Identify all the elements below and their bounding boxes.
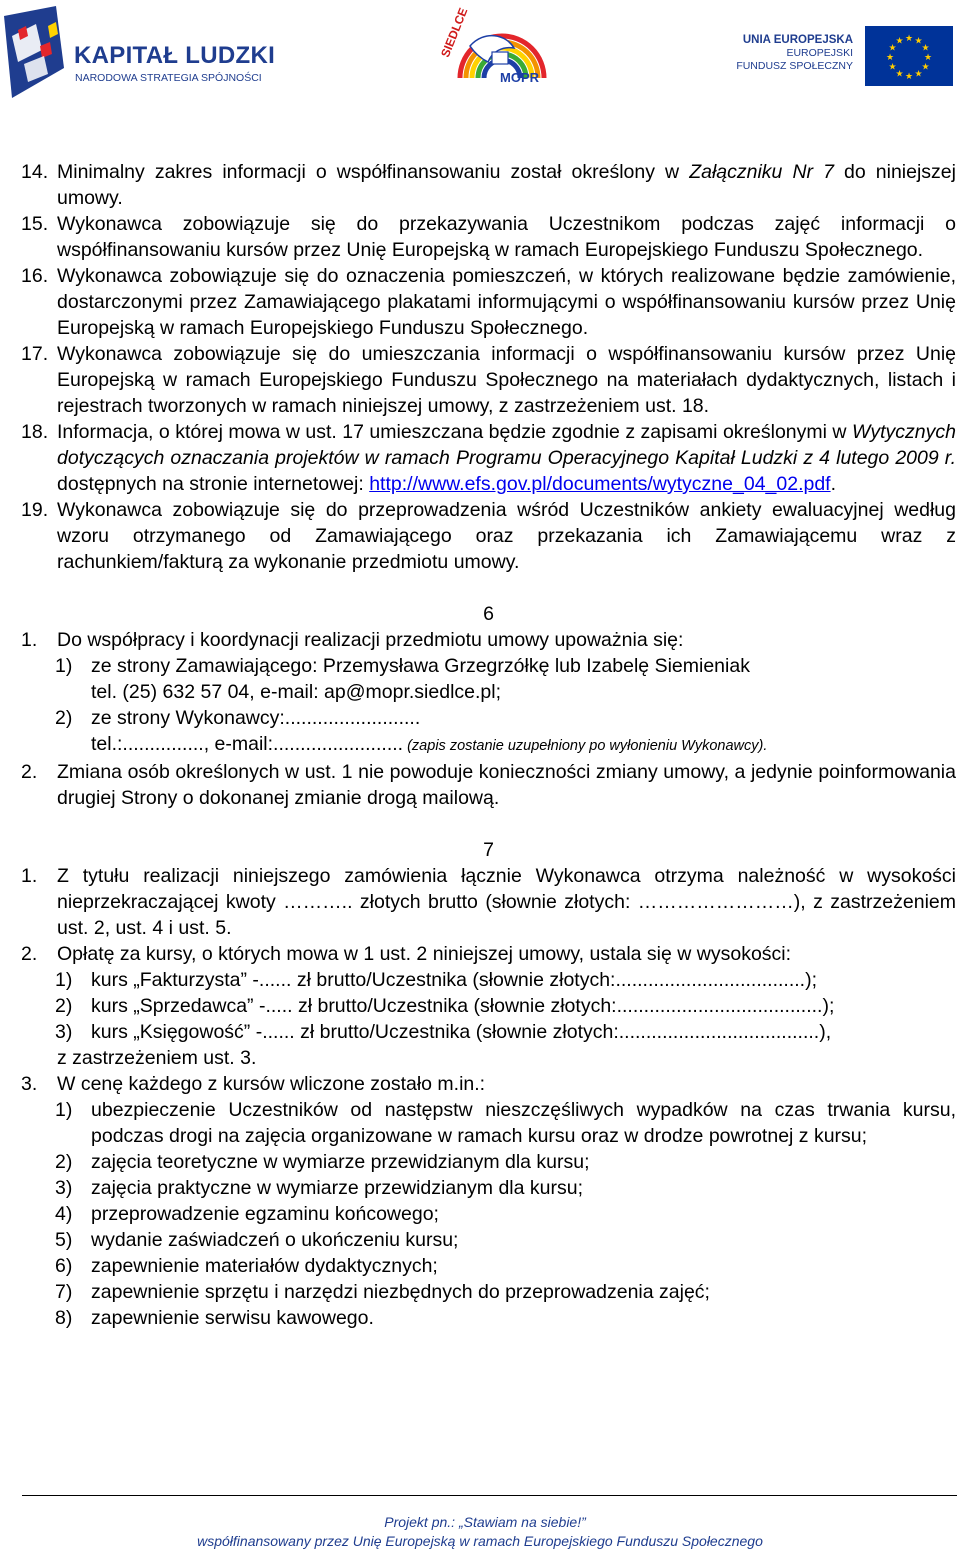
clause-text: Informacja, o której mowa w ust. 17 umieszczana będzie zgodnie z zapisami określonymi w <box>57 421 852 443</box>
s6-contact-employer: tel. (25) 632 57 04, e-mail: ap@mopr.siedlce.pl; <box>91 681 502 703</box>
eu-logo-text <box>725 34 853 73</box>
svg-text:★: ★ <box>904 72 914 82</box>
s6-subpoint-2 <box>21 705 956 731</box>
list-item-text: zajęcia teoretyczne w wymiarze przewidzianym dla kursu; <box>91 1151 590 1173</box>
list-item-number: 5) <box>55 1229 73 1251</box>
contact-note: (zapis zostanie uzupełniony po wyłonieniu Wykonawcy). <box>403 738 768 754</box>
point-number: 1. <box>21 865 38 887</box>
s7-subpoint-2 <box>21 993 956 1019</box>
point-text: Zmiana osób określonych w ust. 1 nie powoduje konieczności zmiany umowy, a jedynie poinformowania drugiej Strony o dokonanej zmianie drogą mailową. <box>57 761 956 809</box>
mopr-siedlce-logo <box>438 5 550 96</box>
section-7-heading: 7 <box>483 839 494 861</box>
footer-project-name: Projekt pn.: „Stawiam na siebie!” <box>384 1514 586 1530</box>
clause-text: Minimalny zakres informacji o współfinansowaniu został określony w <box>57 161 690 183</box>
svg-text:★: ★ <box>885 53 895 63</box>
list-item <box>21 1305 956 1331</box>
list-item-text: zapewnienie serwisu kawowego. <box>91 1307 374 1329</box>
list-item-number: 4) <box>55 1203 73 1225</box>
eu-flag-icon <box>865 26 953 86</box>
eu-efs-logo <box>725 22 957 92</box>
list-item-text: wydanie zaświadczeń o ukończeniu kursu; <box>91 1229 459 1251</box>
svg-text:★: ★ <box>914 36 923 47</box>
subpoint-text: ze strony Zamawiającego: Przemysława Grzegrzółkę lub Izabelę Siemieniak <box>91 655 750 677</box>
s7-point-2-tail: z zastrzeżeniem ust. 3. <box>57 1047 257 1069</box>
list-item <box>21 1227 956 1253</box>
section-6-heading: 6 <box>483 603 494 625</box>
clause-text: dostępnych na stronie internetowej: <box>57 473 370 495</box>
list-item <box>21 1279 956 1305</box>
point-text: W cenę każdego z kursów wliczone zostało m.in.: <box>57 1073 486 1095</box>
s7-subpoint-1 <box>21 967 956 993</box>
point-number: 2. <box>21 943 38 965</box>
clause-18 <box>21 419 956 497</box>
kapital-ludzki-title: KAPITAŁ LUDZKI <box>74 42 276 69</box>
svg-text:★: ★ <box>923 53 933 63</box>
contact-text: tel.:..............., e-mail:........................ <box>91 733 404 755</box>
list-item-number: 6) <box>55 1255 73 1277</box>
s7-point-3 <box>21 1071 956 1097</box>
svg-text:★: ★ <box>895 36 904 47</box>
list-item <box>21 1201 956 1227</box>
clause-number: 14. <box>21 161 49 183</box>
kapital-ludzki-logo <box>4 6 304 98</box>
svg-text:★: ★ <box>921 62 930 73</box>
eu-logo-line3: FUNDUSZ SPOŁECZNY <box>736 60 853 72</box>
clause-number: 15. <box>21 213 49 235</box>
list-item <box>21 1253 956 1279</box>
point-text: Do współpracy i koordynacji realizacji przedmiotu umowy upoważnia się: <box>57 629 684 651</box>
subpoint-text: ze strony Wykonawcy:......................... <box>91 707 421 729</box>
clause-17 <box>21 341 956 419</box>
clause-19 <box>21 497 956 575</box>
list-item-number: 3) <box>55 1177 73 1199</box>
clause-text: Wykonawca zobowiązuje się do oznaczenia pomieszczeń, w których realizowane będzie zamówienie, dostarczonymi przez Zamawiającego plakatami informującymi o współfinansowaniu kursów przez Unię Europejską w ramach Europejskiego Funduszu Społecznego. <box>57 265 956 339</box>
s6-point-1 <box>21 627 956 653</box>
subpoint-number: 3) <box>55 1021 73 1043</box>
point-text: Z tytułu realizacji niniejszego zamówienia łącznie Wykonawca otrzyma należność w wysokości nieprzekraczającej kwoty ……….. złotych brutto (słownie złotych: ……………………), z zastrzeżeniem ust. 2, ust. 4 i ust. 5. <box>57 865 956 939</box>
footer-divider <box>22 1495 957 1496</box>
eu-logo-line1: UNIA EUROPEJSKA <box>742 34 853 46</box>
subpoint-number: 2) <box>55 995 73 1017</box>
list-item-number: 1) <box>55 1099 73 1121</box>
s6-point-2 <box>21 759 956 811</box>
clause-number: 18. <box>21 421 49 443</box>
clause-text: do niniejszej umowy. <box>57 161 956 209</box>
list-item-number: 2) <box>55 1151 73 1173</box>
guidelines-link[interactable]: http://www.efs.gov.pl/documents/wytyczne_04_02.pdf <box>369 473 831 495</box>
annex-reference: Załączniku Nr 7 <box>689 161 834 183</box>
list-item-text: zapewnienie materiałów dydaktycznych; <box>91 1255 438 1277</box>
footer-funding-note: współfinansowany przez Unię Europejską w ramach Europejskiego Funduszu Społecznego <box>197 1533 763 1549</box>
spacer <box>21 575 956 601</box>
s7-subpoint-3 <box>21 1019 956 1045</box>
clause-number: 16. <box>21 265 49 287</box>
page-header <box>0 0 960 110</box>
point-number: 3. <box>21 1073 38 1095</box>
eu-logo-line2: EUROPEJSKI <box>786 47 853 59</box>
clause-number: 17. <box>21 343 49 365</box>
svg-text:★: ★ <box>895 69 904 80</box>
clause-text: Wykonawca zobowiązuje się do przeprowadzenia wśród Uczestników ankiety ewaluacyjnej według wzoru otrzymanego od Zamawiającego oraz przekazania ich Zamawiającemu wraz z rachunkiem/fakturą za wykonanie przedmiotu umowy. <box>57 499 956 573</box>
svg-text:★: ★ <box>921 43 930 54</box>
list-item <box>21 1175 956 1201</box>
s7-point-2 <box>21 941 956 967</box>
point-number: 1. <box>21 629 38 651</box>
clause-text: Wykonawca zobowiązuje się do przekazywania Uczestnikom podczas zajęć informacji o współfinansowaniu kursów przez Unię Europejską w ramach Europejskiego Funduszu Społecznego. <box>57 213 956 261</box>
s7-point-1 <box>21 863 956 941</box>
svg-text:★: ★ <box>904 34 914 44</box>
svg-text:★: ★ <box>888 62 897 73</box>
mopr-name-label: MOPR <box>500 70 539 85</box>
document-body <box>21 159 956 1331</box>
spacer <box>21 811 956 837</box>
mopr-city-label: SIEDLCE <box>438 5 471 60</box>
kapital-ludzki-emblem-icon <box>4 6 68 98</box>
subpoint-number: 2) <box>55 707 73 729</box>
list-item-text: zajęcia praktyczne w wymiarze przewidzianym dla kursu; <box>91 1177 584 1199</box>
list-item-text: przeprowadzenie egzaminu końcowego; <box>91 1203 439 1225</box>
clause-text: Wykonawca zobowiązuje się do umieszczania informacji o współfinansowaniu kursów przez Unię Europejską w ramach Europejskiego Funduszu Społecznego na materiałach dydaktycznych, listach i rejestrach tworzonych w ramach niniejszej umowy, z zastrzeżeniem ust. 18. <box>57 343 956 417</box>
s6-subpoint-1 <box>21 653 956 679</box>
point-number: 2. <box>21 761 38 783</box>
kapital-ludzki-subtitle: NARODOWA STRATEGIA SPÓJNOŚCI <box>75 72 262 84</box>
page-footer <box>0 1513 960 1551</box>
subpoint-text: kurs „Sprzedawca” -..... zł brutto/Uczestnika (słownie złotych:......................................); <box>91 995 835 1017</box>
subpoint-text: kurs „Księgowość” -...... zł brutto/Uczestnika (słownie złotych:.....................................), <box>91 1021 832 1043</box>
guidelines-title: Wytycznych dotyczących oznaczania projektów w ramach Programu Operacyjnego Kapitał Ludzki z 4 lutego 2009 r. <box>57 421 956 469</box>
clause-14 <box>21 159 956 211</box>
list-item-number: 8) <box>55 1307 73 1329</box>
list-item <box>21 1097 956 1149</box>
svg-text:★: ★ <box>888 43 897 54</box>
list-item-number: 7) <box>55 1281 73 1303</box>
svg-text:★: ★ <box>914 69 923 80</box>
subpoint-text: kurs „Fakturzysta” -...... zł brutto/Uczestnika (słownie złotych:...................................); <box>91 969 818 991</box>
clause-16 <box>21 263 956 341</box>
subpoint-number: 1) <box>55 655 73 677</box>
clause-text: . <box>830 473 837 495</box>
list-item <box>21 1149 956 1175</box>
clause-15 <box>21 211 956 263</box>
list-item-text: zapewnienie sprzętu i narzędzi niezbędnych do przeprowadzenia zajęć; <box>91 1281 710 1303</box>
s7-included-items-list <box>21 1097 956 1331</box>
clause-number: 19. <box>21 499 49 521</box>
subpoint-number: 1) <box>55 969 73 991</box>
s6-contact-contractor <box>21 731 956 759</box>
list-item-text: ubezpieczenie Uczestników od następstw nieszczęśliwych wypadków na czas trwania kursu, podczas drogi na zajęcia organizowane w ramach kursu oraz w drodze powrotnej z kursu; <box>91 1099 956 1147</box>
point-text: Opłatę za kursy, o których mowa w 1 ust. 2 niniejszej umowy, ustala się w wysokości: <box>57 943 792 965</box>
